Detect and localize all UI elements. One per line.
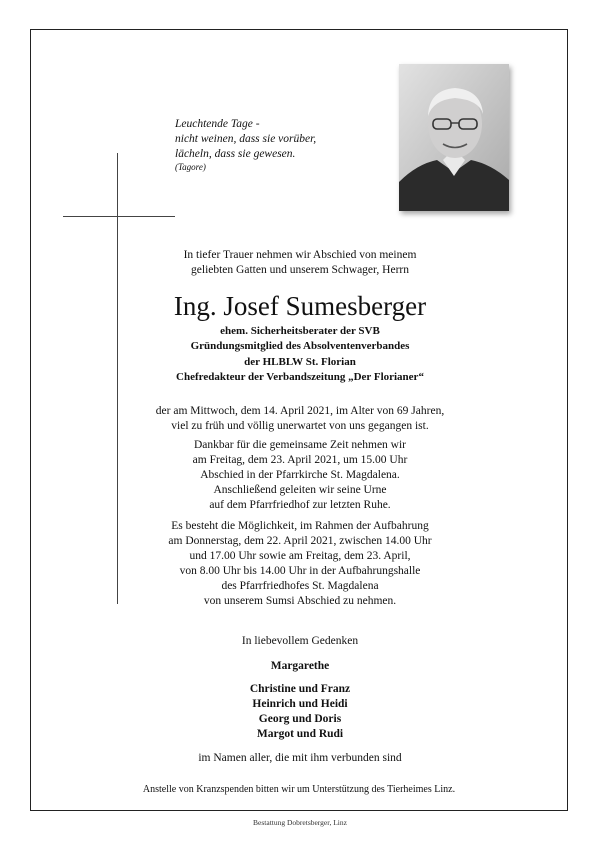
funeral-line: Abschied in der Pfarrkirche St. Magdalena. [200, 469, 400, 481]
funeral-line: Anschließend geleiten wir seine Urne [213, 484, 387, 496]
quote-source: (Tagore) [175, 162, 206, 172]
on-behalf-text: im Namen aller, die mit ihm verbunden sind [198, 752, 402, 764]
role-line: Gründungsmitglied des Absolventenverbandes [190, 340, 410, 353]
deceased-name: Ing. Josef Sumesberger [173, 291, 427, 321]
undertaker-credit: Bestattung Dobretsberger, Linz [253, 818, 347, 827]
role-line: der HLBLW St. Florian [244, 355, 356, 368]
role-line: ehem. Sicherheitsberater der SVB [220, 325, 380, 337]
viewing-line: und 17.00 Uhr sowie am Freitag, dem 23. April, [189, 550, 411, 562]
memorial-quote [175, 117, 316, 173]
death-notice [80, 404, 520, 434]
roles-list [80, 324, 520, 386]
cross-icon-bar [63, 216, 175, 217]
quote-line: Leuchtende Tage - [175, 118, 260, 130]
quote-line: nicht weinen, dass sie vorüber, [175, 133, 317, 145]
viewing-line: von unserem Sumsi Abschied zu nehmen. [203, 595, 397, 607]
notice-line: viel zu früh und völlig unerwartet von uns gegangen ist. [171, 420, 429, 432]
spouse-name: Margarethe [270, 660, 330, 672]
viewing-line: des Pfarrfriedhofes St. Magdalena [221, 580, 379, 592]
funeral-line: Dankbar für die gemeinsame Zeit nehmen wir [193, 439, 407, 451]
notice-line: der am Mittwoch, dem 14. April 2021, im Alter von 69 Jahren, [155, 405, 445, 417]
family-member: Georg und Doris [258, 713, 342, 725]
funeral-info [80, 438, 520, 513]
funeral-line: am Freitag, dem 23. April 2021, um 15.00 Uhr [192, 454, 408, 466]
viewing-line: am Donnerstag, dem 22. April 2021, zwischen 14.00 Uhr [168, 535, 432, 547]
family-member: Margot und Rudi [256, 728, 344, 740]
closing-text: In liebevollem Gedenken [241, 635, 359, 647]
viewing-line: Es besteht die Möglichkeit, im Rahmen der Aufbahrung [171, 520, 429, 532]
intro-line: In tiefer Trauer nehmen wir Abschied von meinem [183, 249, 417, 261]
viewing-info [80, 519, 520, 609]
viewing-line: von 8.00 Uhr bis 14.00 Uhr in der Aufbahrungshalle [179, 565, 421, 577]
quote-line: lächeln, dass sie gewesen. [175, 148, 296, 160]
family-list [80, 682, 520, 742]
donation-note: Anstelle von Kranzspenden bitten wir um Unterstützung des Tierheimes Linz. [142, 784, 456, 795]
intro-text [80, 248, 520, 278]
family-member: Christine und Franz [249, 683, 351, 695]
intro-line: geliebten Gatten und unserem Schwager, Herrn [191, 264, 409, 276]
funeral-line: auf dem Pfarrfriedhof zur letzten Ruhe. [209, 499, 391, 511]
role-line: Chefredakteur der Verbandszeitung „Der Florianer“ [176, 371, 424, 384]
family-member: Heinrich und Heidi [252, 698, 348, 710]
portrait-photo [399, 64, 509, 211]
